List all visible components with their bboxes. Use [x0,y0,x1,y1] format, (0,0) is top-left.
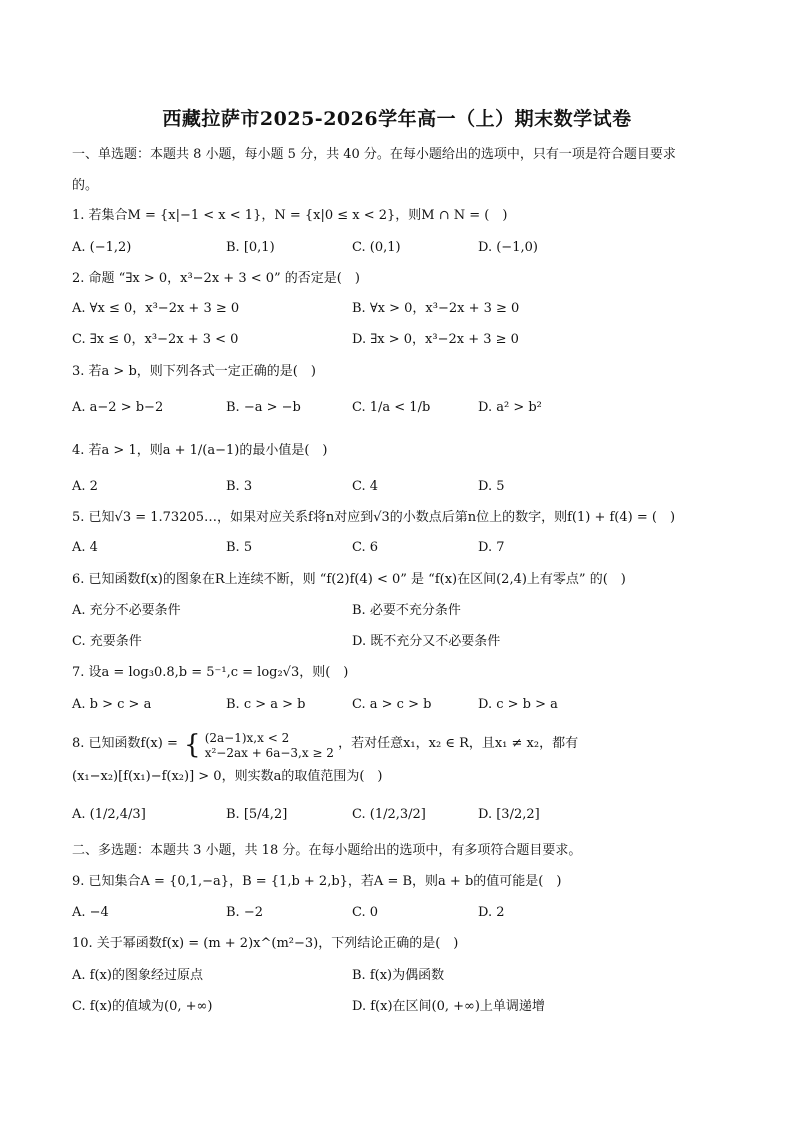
q8-option-c: C. (1/2,3/2] [352,807,426,822]
q8-stem-suffix: ，若对任意x₁，x₂ ∈ R，且x₁ ≠ x₂，都有 [338,736,579,751]
q8-case-1: (2a−1)x,x < 2 [204,731,290,745]
q2-option-d: D. ∃x > 0，x³−2x + 3 ≥ 0 [352,332,519,347]
q7-option-d: D. c > b > a [478,697,558,712]
q8-case-2: x²−2ax + 6a−3,x ≥ 2 [204,746,334,760]
q6-option-d: D. 既不充分又不必要条件 [352,634,501,649]
question-1-stem: 1. 若集合M = {x|−1 < x < 1}，N = {x|0 ≤ x < 2}，则M ∩ N = ( ) [72,208,508,223]
q4-option-a: A. 2 [72,479,98,494]
question-5-stem: 5. 已知√3 = 1.73205…，如果对应关系f将n对应到√3的小数点后第n位上的数字，则f(1) + f(4) = ( ) [72,510,676,525]
question-2-stem: 2. 命题 “∃x > 0，x³−2x + 3 < 0” 的否定是( ) [72,271,360,286]
q3-option-b: B. −a > −b [226,400,301,415]
page-title: 西藏拉萨市2025-2026学年高一（上）期末数学试卷 [162,108,632,130]
q8-piecewise [205,731,334,761]
q8-stem-prefix: 8. 已知函数f(x) = [72,736,178,751]
q1-option-c: C. (0,1) [352,240,401,255]
q10-option-d: D. f(x)在区间(0, +∞)上单调递增 [352,999,545,1014]
q9-option-c: C. 0 [352,905,379,920]
q9-option-d: D. 2 [478,905,505,920]
q5-option-b: B. 5 [226,540,253,555]
q10-option-c: C. f(x)的值域为(0, +∞) [72,999,213,1014]
q2-option-b: B. ∀x > 0，x³−2x + 3 ≥ 0 [352,301,520,316]
q1-option-a: A. (−1,2) [72,240,132,255]
q7-option-c: C. a > c > b [352,697,432,712]
section2-header: 二、多选题：本题共 3 小题，共 18 分。在每小题给出的选项中，有多项符合题目要求。 [72,843,582,858]
question-6-stem: 6. 已知函数f(x)的图象在R上连续不断，则 “f(2)f(4) < 0” 是 “f(x)在区间(2,4)上有零点” 的( ) [72,572,626,587]
section1-header: 一、单选题：本题共 8 小题，每小题 5 分，共 40 分。在每小题给出的选项中，只有一项是符合题目要求 [72,147,676,162]
q5-option-c: C. 6 [352,540,379,555]
q2-option-a: A. ∀x ≤ 0，x³−2x + 3 ≥ 0 [72,301,240,316]
q8-option-a: A. (1/2,4/3] [72,807,146,822]
question-4-stem: 4. 若a > 1，则a + 1/(a−1)的最小值是( ) [72,443,328,458]
q4-option-c: C. 4 [352,479,379,494]
section1-header-cont: 的。 [72,178,99,193]
q2-option-c: C. ∃x ≤ 0，x³−2x + 3 < 0 [72,332,239,347]
q9-option-a: A. −4 [72,905,109,920]
question-3-stem: 3. 若a > b，则下列各式一定正确的是( ) [72,364,316,379]
q6-option-b: B. 必要不充分条件 [352,603,461,618]
q9-option-b: B. −2 [226,905,263,920]
q8-piecewise-brace: { [184,730,201,760]
question-8-stem [72,731,578,761]
q3-option-a: A. a−2 > b−2 [72,400,164,415]
q3-option-d: D. a² > b² [478,400,542,415]
q6-option-c: C. 充要条件 [72,634,142,649]
q5-option-d: D. 7 [478,540,505,555]
question-9-stem: 9. 已知集合A = {0,1,−a}，B = {1,b + 2,b}，若A = B，则a + b的值可能是( ) [72,874,562,889]
q8-option-d: D. [3/2,2] [478,807,540,822]
q7-option-b: B. c > a > b [226,697,306,712]
q7-option-a: A. b > c > a [72,697,152,712]
q3-option-c: C. 1/a < 1/b [352,400,431,415]
q10-option-b: B. f(x)为偶函数 [352,968,445,983]
question-8-stem-line2: (x₁−x₂)[f(x₁)−f(x₂)] > 0，则实数a的取值范围为( ) [72,769,383,784]
q8-option-b: B. [5/4,2] [226,807,288,822]
question-7-stem: 7. 设a = log₃0.8,b = 5⁻¹,c = log₂√3，则( ) [72,665,349,680]
q5-option-a: A. 4 [72,540,98,555]
question-10-stem: 10. 关于幂函数f(x) = (m + 2)x^(m²−3)，下列结论正确的是( ) [72,936,459,951]
q4-option-b: B. 3 [226,479,253,494]
q1-option-d: D. (−1,0) [478,240,538,255]
q1-option-b: B. [0,1) [226,240,275,255]
q4-option-d: D. 5 [478,479,505,494]
q10-option-a: A. f(x)的图象经过原点 [72,968,203,983]
q6-option-a: A. 充分不必要条件 [72,603,181,618]
